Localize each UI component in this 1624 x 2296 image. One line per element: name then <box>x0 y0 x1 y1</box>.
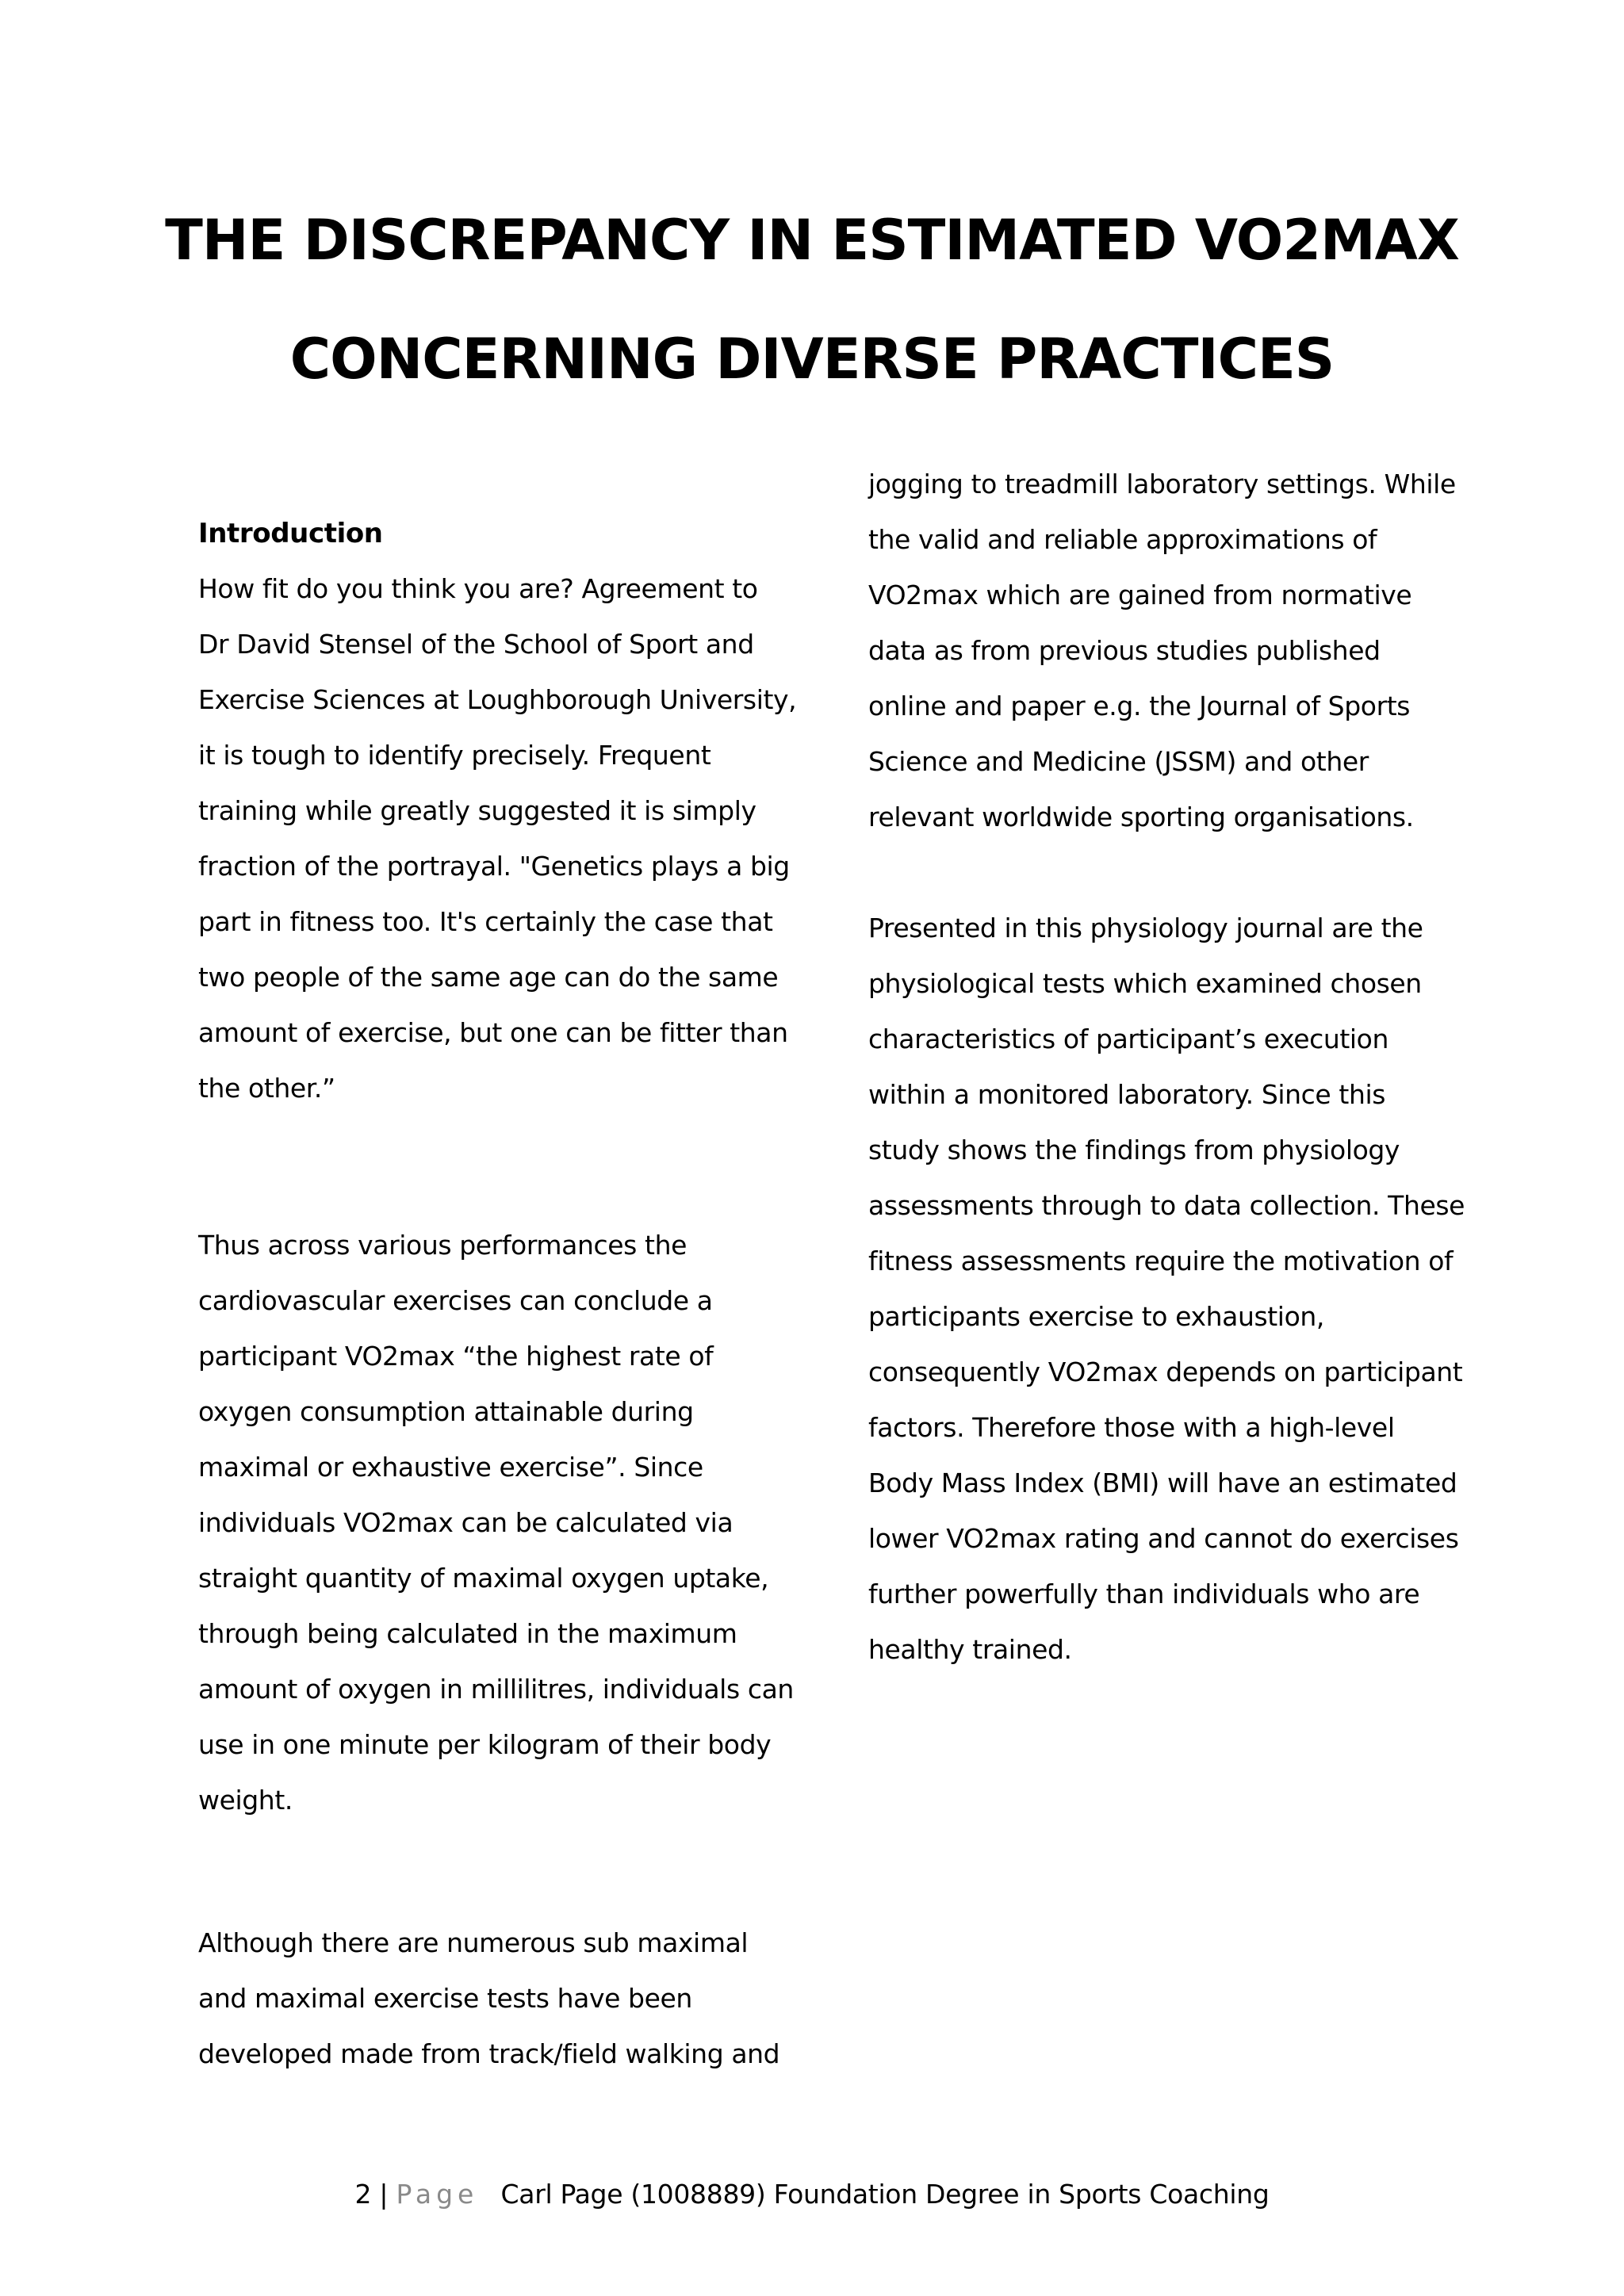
text-line: Thus across various performances the <box>198 1230 688 1261</box>
page-footer <box>0 2179 1624 2210</box>
text-line: online and paper e.g. the Journal of Sports <box>868 691 1411 721</box>
text-line: factors. Therefore those with a high-level <box>868 1412 1395 1443</box>
text-line: data as from previous studies published <box>868 635 1381 666</box>
text-line: fitness assessments require the motivation of <box>868 1246 1454 1276</box>
continued-paragraph <box>868 457 1456 845</box>
text-line: further powerfully than individuals who are <box>868 1578 1420 1609</box>
text-line: straight quantity of maximal oxygen uptake, <box>198 1563 769 1594</box>
text-line: amount of oxygen in millilitres, individuals can <box>198 1674 794 1705</box>
text-line: developed made from track/field walking and <box>198 2038 780 2069</box>
physiology-paragraph <box>868 901 1465 1678</box>
text-line: Dr David Stensel of the School of Sport and <box>198 629 754 660</box>
text-line: the valid and reliable approximations of <box>868 524 1377 555</box>
footer-separator: | <box>379 2179 389 2210</box>
text-line: through being calculated in the maximum <box>198 1618 737 1649</box>
text-line: VO2max which are gained from normative <box>868 580 1412 610</box>
intro-paragraph <box>198 561 796 1116</box>
tests-paragraph <box>198 1915 779 2082</box>
text-line: study shows the findings from physiology <box>868 1135 1400 1165</box>
page-label: Page <box>396 2179 479 2210</box>
text-line: Science and Medicine (JSSM) and other <box>868 746 1369 777</box>
text-line: part in fitness too. It's certainly the case that <box>198 906 773 937</box>
document-title-line-1: THE DISCREPANCY IN ESTIMATED VO2MAX <box>165 208 1459 273</box>
text-line: lower VO2max rating and cannot do exercises <box>868 1523 1459 1554</box>
text-line: assessments through to data collection. These <box>868 1190 1465 1221</box>
text-line: and maximal exercise tests have been <box>198 1983 692 2014</box>
vo2max-paragraph <box>198 1218 794 1828</box>
text-line: cardiovascular exercises can conclude a <box>198 1285 713 1316</box>
text-line: two people of the same age can do the same <box>198 962 779 993</box>
text-line: weight. <box>198 1785 293 1816</box>
text-line: training while greatly suggested it is simply <box>198 795 756 826</box>
text-line: consequently VO2max depends on participant <box>868 1357 1463 1387</box>
text-line: Body Mass Index (BMI) will have an estimated <box>868 1468 1457 1498</box>
text-line: participants exercise to exhaustion, <box>868 1301 1324 1332</box>
text-line: participant VO2max “the highest rate of <box>198 1341 714 1372</box>
section-heading-introduction: Introduction <box>198 518 383 549</box>
text-line: healthy trained. <box>868 1634 1072 1665</box>
text-line: Presented in this physiology journal are the <box>868 913 1423 943</box>
document-title-line-2: CONCERNING DIVERSE PRACTICES <box>289 327 1335 392</box>
page-number: 2 <box>354 2179 372 2210</box>
text-line: the other.” <box>198 1073 335 1104</box>
text-line: oxygen consumption attainable during <box>198 1396 694 1427</box>
text-line: fraction of the portrayal. "Genetics plays a big <box>198 851 790 882</box>
text-line: jogging to treadmill laboratory settings. While <box>868 469 1456 499</box>
text-line: Exercise Sciences at Loughborough University, <box>198 684 797 715</box>
text-line: individuals VO2max can be calculated via <box>198 1507 733 1538</box>
text-line: amount of exercise, but one can be fitter than <box>198 1017 788 1048</box>
text-line: relevant worldwide sporting organisations. <box>868 802 1414 832</box>
text-line: characteristics of participant’s execution <box>868 1024 1388 1054</box>
text-line: use in one minute per kilogram of their body <box>198 1729 772 1760</box>
text-line: Although there are numerous sub maximal <box>198 1927 749 1958</box>
text-line: maximal or exhaustive exercise”. Since <box>198 1452 703 1483</box>
text-line: within a monitored laboratory. Since this <box>868 1079 1386 1110</box>
text-line: How fit do you think you are? Agreement to <box>198 573 758 604</box>
footer-author-line: Carl Page (1008889) Foundation Degree in Sports Coaching <box>500 2179 1270 2210</box>
text-line: physiological tests which examined chosen <box>868 968 1422 999</box>
text-line: it is tough to identify precisely. Frequent <box>198 740 711 771</box>
